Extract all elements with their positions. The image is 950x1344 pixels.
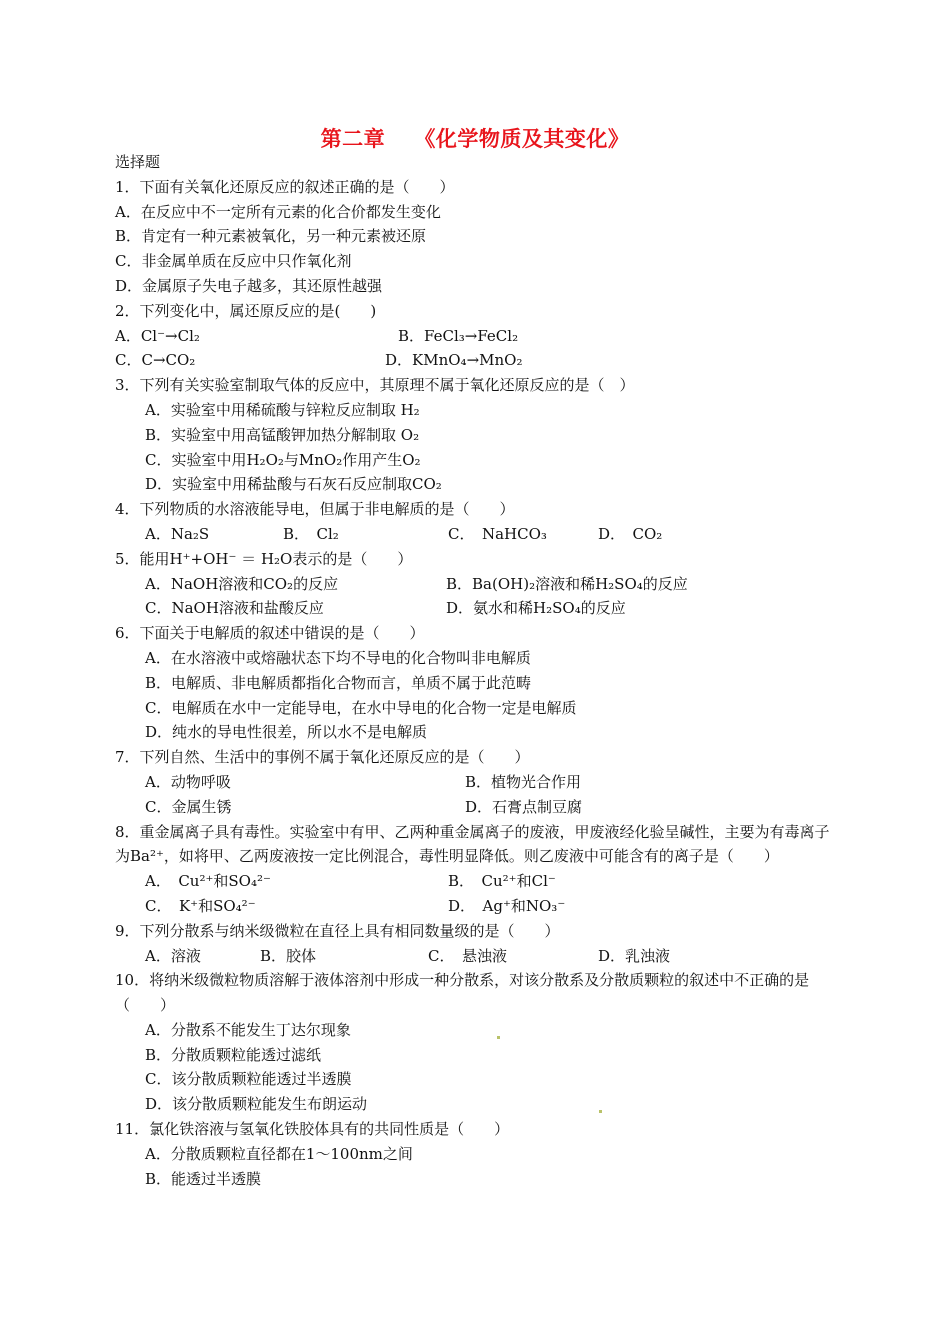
question-10-option-d: D．该分散质颗粒能发生布朗运动 xyxy=(145,1095,368,1114)
question-3-option-a: A．实验室中用稀硫酸与锌粒反应制取 H₂ xyxy=(145,400,420,419)
question-2-option-b: B．FeCl₃→FeCl₂ xyxy=(398,326,519,345)
question-11-option-b: B．能透过半透膜 xyxy=(145,1169,262,1188)
question-10-option-a: A．分散系不能发生丁达尔现象 xyxy=(145,1020,351,1039)
question-list xyxy=(115,150,840,1191)
question-10-stem: 10．将纳米级微粒物质溶解于液体溶剂中形成一种分散系，对该分散系及分散质颗粒的叙述中不正确的是（ ） xyxy=(115,971,810,1015)
question-1-option-d: D．金属原子失电子越多，其还原性越强 xyxy=(115,276,383,295)
question-9-options xyxy=(115,944,840,969)
question-7-option-c: C．金属生锈 xyxy=(145,797,232,816)
question-8-option-c: C． K⁺和SO₄²⁻ xyxy=(145,896,256,915)
question-8-row-2 xyxy=(115,894,840,919)
question-9-option-b: B．胶体 xyxy=(260,946,317,965)
question-9-option-a: A．溶液 xyxy=(145,946,201,965)
question-2-option-c: C．C→CO₂ xyxy=(115,351,196,370)
question-4-option-c: C． NaHCO₃ xyxy=(448,524,547,543)
question-4-option-b: B． Cl₂ xyxy=(283,524,339,543)
question-4-option-a: A．Na₂S xyxy=(145,524,210,543)
question-4-options xyxy=(115,522,840,547)
question-1-option-b: B．肯定有一种元素被氧化，另一种元素被还原 xyxy=(115,227,427,246)
question-9-option-d: D．乳浊液 xyxy=(598,946,671,965)
question-7-option-b: B．植物光合作用 xyxy=(465,772,582,791)
question-10-option-b: B．分散质颗粒能透过滤纸 xyxy=(145,1045,322,1064)
scan-speck xyxy=(599,1110,602,1113)
question-3-option-c: C．实验室中用H₂O₂与MnO₂作用产生O₂ xyxy=(145,450,421,469)
question-5-row-2 xyxy=(115,596,840,621)
question-6-stem: 6．下面关于电解质的叙述中错误的是（ ） xyxy=(115,624,425,643)
section-heading: 选择题 xyxy=(115,153,161,171)
question-7-option-a: A．动物呼吸 xyxy=(145,772,231,791)
question-5-stem: 5．能用H⁺+OH⁻ ＝ H₂O表示的是（ ） xyxy=(115,549,413,568)
question-5-option-a: A．NaOH溶液和CO₂的反应 xyxy=(145,574,339,593)
question-6-option-b: B．电解质、非电解质都指化合物而言，单质不属于此范畴 xyxy=(145,673,532,692)
question-4-option-d: D． CO₂ xyxy=(598,524,663,543)
question-3-option-d: D．实验室中用稀盐酸与石灰石反应制取CO₂ xyxy=(145,475,442,494)
question-10-option-c: C．该分散质颗粒能透过半透膜 xyxy=(145,1070,352,1089)
question-7-row-2 xyxy=(115,795,840,820)
question-11-option-a: A．分散质颗粒直径都在1～100nm之间 xyxy=(145,1144,413,1163)
question-3-option-b: B．实验室中用高锰酸钾加热分解制取 O₂ xyxy=(145,425,420,444)
question-1-option-c: C．非金属单质在反应中只作氧化剂 xyxy=(115,252,352,271)
question-1-stem: 1．下面有关氧化还原反应的叙述正确的是（ ） xyxy=(115,177,455,196)
question-6-option-d: D．纯水的导电性很差，所以水不是电解质 xyxy=(145,723,428,742)
question-2-stem: 2．下列变化中，属还原反应的是( ) xyxy=(115,301,377,320)
question-5-option-b: B．Ba(OH)₂溶液和稀H₂SO₄的反应 xyxy=(446,574,688,593)
scan-speck xyxy=(497,1036,500,1039)
chapter-title: 第二章 《化学物质及其变化》 xyxy=(320,127,630,151)
question-2-option-a: A．Cl⁻→Cl₂ xyxy=(115,326,200,345)
question-2-row-1 xyxy=(115,324,840,349)
question-2-option-d: D．KMnO₄→MnO₂ xyxy=(385,351,523,370)
question-7-option-d: D．石膏点制豆腐 xyxy=(465,797,583,816)
question-6-option-c: C．电解质在水中一定能导电，在水中导电的化合物一定是电解质 xyxy=(145,698,577,717)
question-6-option-a: A．在水溶液中或熔融状态下均不导电的化合物叫非电解质 xyxy=(145,648,531,667)
question-4-stem: 4．下列物质的水溶液能导电，但属于非电解质的是（ ） xyxy=(115,500,515,519)
question-7-row-1 xyxy=(115,770,840,795)
question-5-option-c: C．NaOH溶液和盐酸反应 xyxy=(145,599,324,618)
question-2-row-2 xyxy=(115,348,840,373)
question-3-stem: 3．下列有关实验室制取气体的反应中，其原理不属于氧化还原反应的是（ ） xyxy=(115,376,635,395)
question-7-stem: 7．下列自然、生活中的事例不属于氧化还原反应的是（ ） xyxy=(115,748,530,767)
question-11-stem: 11．氯化铁溶液与氢氧化铁胶体具有的共同性质是（ ） xyxy=(115,1120,510,1139)
question-5-row-1 xyxy=(115,572,840,597)
question-5-option-d: D．氨水和稀H₂SO₄的反应 xyxy=(446,599,626,618)
question-8-option-a: A． Cu²⁺和SO₄²⁻ xyxy=(145,872,271,891)
question-8-option-b: B． Cu²⁺和Cl⁻ xyxy=(448,872,556,891)
question-8-stem: 8．重金属离子具有毒性。实验室中有甲、乙两种重金属离子的废液，甲废液经化验呈碱性，主要为有毒离子为Ba²⁺，如将甲、乙两废液按一定比例混合，毒性明显降低。则乙废液中可能含有的离子是（ ） xyxy=(115,822,830,866)
question-8-option-d: D． Ag⁺和NO₃⁻ xyxy=(448,896,566,915)
question-8-row-1 xyxy=(115,869,840,894)
question-9-option-c: C． 悬浊液 xyxy=(428,946,507,965)
question-9-stem: 9．下列分散系与纳米级微粒在直径上具有相同数量级的是（ ） xyxy=(115,921,560,940)
question-1-option-a: A．在反应中不一定所有元素的化合价都发生变化 xyxy=(115,202,441,221)
